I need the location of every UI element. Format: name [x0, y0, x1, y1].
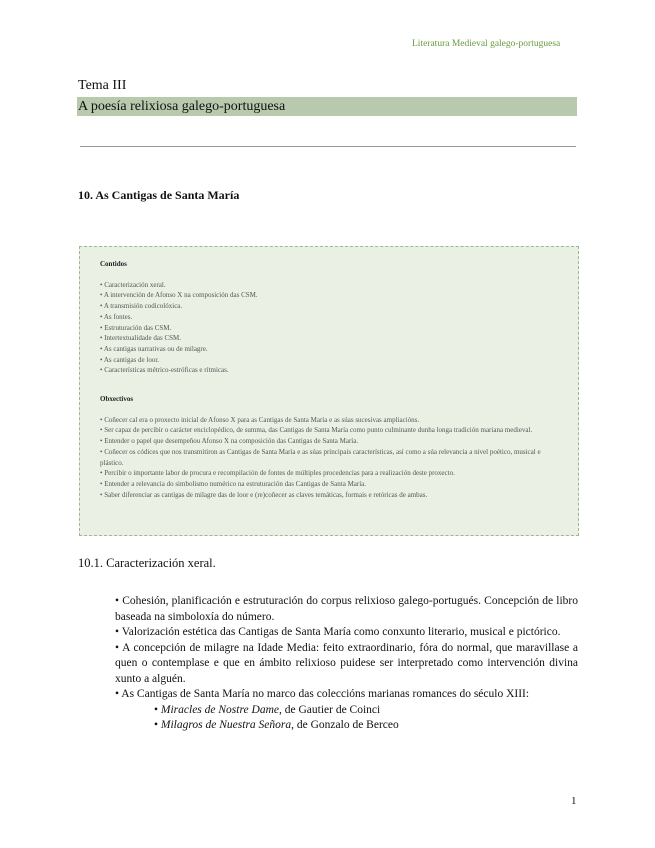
list-item: • As cantigas de loor. [100, 355, 160, 364]
list-item: • As fontes. [100, 312, 133, 321]
list-item: • A intervención de Afonso X na composición das CSM. [100, 291, 258, 300]
reference-item: • Miracles de Nostre Dame, de Gautier de Coinci [154, 703, 381, 716]
body-text [115, 594, 578, 734]
contents-box [79, 246, 579, 536]
unit-title: A poesía relixiosa galego-portuguesa [77, 97, 577, 116]
list-item: • A transmisión codicolóxica. [100, 302, 183, 311]
list-item: • Caracterización xeral. [100, 280, 166, 289]
list-item: • Percibir o importante labor de procura e recompilación de fontes de múltiples procedencias para a realización deste proxecto. [100, 469, 455, 478]
unit-label: Tema III [78, 78, 127, 93]
obxectivos-heading: Obxectivos [100, 395, 134, 404]
reference-author: , de Gautier de Coinci [278, 703, 381, 716]
page-number: 1 [571, 795, 577, 807]
paragraph: • Valorización estética das Cantigas de Santa María como conxunto literario, musical e pictórico. [115, 626, 561, 638]
reference-author: , de Gonzalo de Berceo [291, 719, 399, 731]
list-item: • Entender a relevancia do simbolismo numérico na estruturación das Cantigas de Santa María. [100, 479, 367, 488]
list-item: • Ser capaz de percibir o carácter enciclopédico, de summa, das Cantigas de Santa María como punto culminante dunha longa tradición mariana medieval. [100, 426, 533, 435]
list-item: • Saber diferenciar as cantigas de milagre das de loor e (re)coñecer as claves temáticas, formais e retóricas de ambas. [100, 490, 428, 499]
list-item: • Estruturación das CSM. [100, 323, 172, 332]
subsection-title: 10.1. Caracterización xeral. [78, 556, 216, 570]
obxectivos-list [100, 415, 560, 501]
contidos-list [100, 280, 560, 376]
reference-title: Milagros de Nuestra Señora [160, 719, 292, 731]
list-item: • Intertextualidade das CSM. [100, 334, 181, 343]
reference-item: • Milagros de Nuestra Señora, de Gonzalo de Berceo [154, 719, 399, 731]
paragraph: • As Cantigas de Santa María no marco das coleccións marianas romances do século XIII: [115, 688, 530, 700]
paragraph: • Cohesión, planificación e estruturación do corpus relixioso galego-portugués. Concepción de libro baseada na simboloxía do número. [115, 595, 578, 623]
list-item: • Coñecer cal era o proxecto inicial de Afonso X para as Cantigas de Santa María e as súas sucesivas ampliacións. [100, 415, 420, 424]
running-header: Literatura Medieval galego-portuguesa [412, 39, 561, 49]
divider [80, 146, 576, 147]
list-item: • Características métrico-estróficas e rítmicas. [100, 366, 229, 375]
list-item: • Entender o papel que desempeñou Afonso X na composición das Cantigas de Santa María. [100, 437, 359, 446]
list-item: • As cantigas narrativas ou de milagre. [100, 344, 208, 353]
paragraph: • A concepción de milagre na Idade Media: feito extraordinario, fóra do normal, que maravillase a quen o contemplase e que en ámbito relixioso puidese ser interpretado como intervención divina xunto a alguén. [115, 641, 578, 685]
contidos-heading: Contidos [100, 260, 127, 268]
list-item: • Coñecer os códices que nos transmitiron as Cantigas de Santa María e as súas principais características, así como a súa relevancia a nivel poético, musical e plástico. [100, 447, 541, 467]
section-title: 10. As Cantigas de Santa María [78, 188, 240, 202]
reference-title: Miracles de Nostre Dame [160, 703, 279, 716]
